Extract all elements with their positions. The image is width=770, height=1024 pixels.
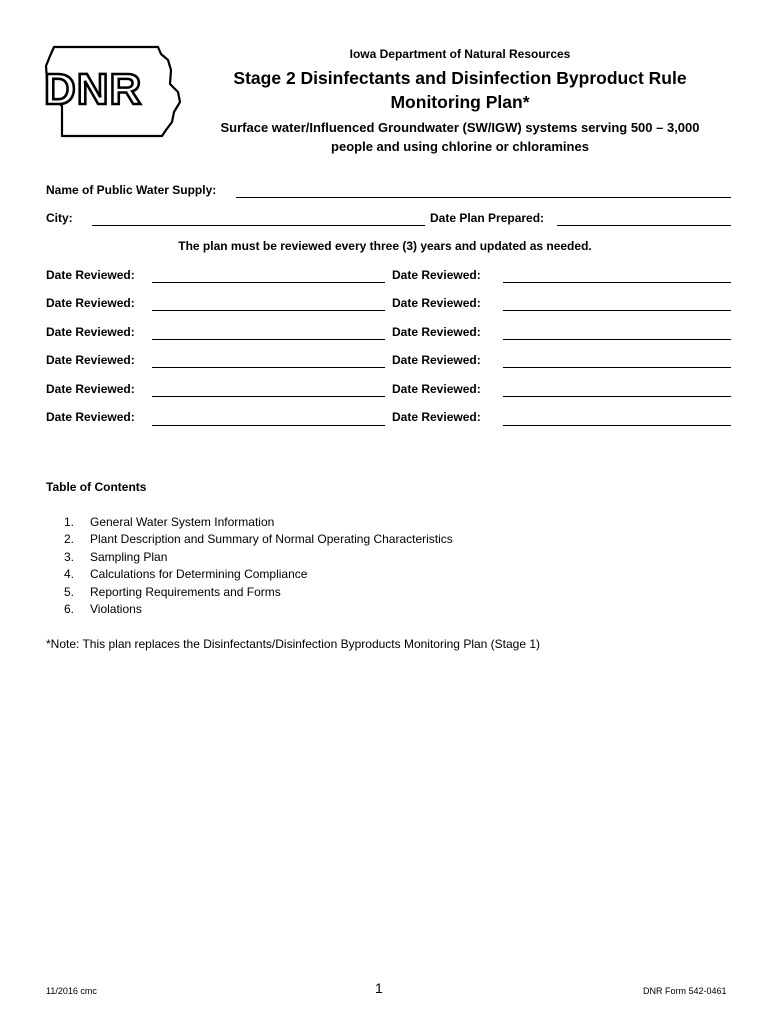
date-reviewed-label: Date Reviewed:: [46, 410, 135, 424]
date-reviewed-field[interactable]: [152, 310, 385, 311]
list-item: 4. Calculations for Determining Compliance: [64, 567, 308, 582]
pws-name-field[interactable]: [236, 197, 731, 198]
date-reviewed-field[interactable]: [503, 282, 731, 283]
city-label: City:: [46, 211, 73, 225]
review-requirement-note: The plan must be reviewed every three (3) years and updated as needed.: [178, 239, 592, 253]
date-reviewed-field[interactable]: [503, 339, 731, 340]
footer-revision: 11/2016 cmc: [46, 986, 97, 996]
date-reviewed-field[interactable]: [503, 425, 731, 426]
iowa-outline-icon: [40, 44, 190, 140]
dnr-logo: [40, 44, 190, 140]
date-prepared-label: Date Plan Prepared:: [430, 211, 545, 225]
date-prepared-field[interactable]: [557, 225, 731, 226]
date-reviewed-label: Date Reviewed:: [46, 353, 135, 367]
date-reviewed-label: Date Reviewed:: [392, 353, 481, 367]
pws-name-label: Name of Public Water Supply:: [46, 183, 217, 197]
date-reviewed-label: Date Reviewed:: [46, 325, 135, 339]
list-item: 2. Plant Description and Summary of Normal Operating Characteristics: [64, 532, 453, 547]
page-number: 1: [375, 980, 383, 996]
date-reviewed-field[interactable]: [152, 396, 385, 397]
date-reviewed-label: Date Reviewed:: [392, 382, 481, 396]
date-reviewed-label: Date Reviewed:: [46, 268, 135, 282]
list-item: 5. Reporting Requirements and Forms: [64, 584, 281, 599]
toc-list: [64, 514, 453, 618]
date-reviewed-label: Date Reviewed:: [46, 296, 135, 310]
page-subtitle: Surface water/Influenced Groundwater (SW/IGW) systems serving 500 – 3,000 people and using chlorine or chloramines: [220, 120, 700, 154]
date-reviewed-label: Date Reviewed:: [392, 325, 481, 339]
date-reviewed-field[interactable]: [152, 367, 385, 368]
date-reviewed-field[interactable]: [503, 310, 731, 311]
date-reviewed-field[interactable]: [152, 425, 385, 426]
city-field[interactable]: [92, 225, 425, 226]
list-item: 1. General Water System Information: [64, 515, 275, 529]
date-reviewed-field[interactable]: [503, 396, 731, 397]
date-reviewed-label: Date Reviewed:: [392, 296, 481, 310]
date-reviewed-field[interactable]: [503, 367, 731, 368]
date-reviewed-field[interactable]: [152, 339, 385, 340]
date-reviewed-field[interactable]: [152, 282, 385, 283]
svg-text:DNR: DNR: [44, 65, 143, 114]
list-item: 3. Sampling Plan: [64, 549, 168, 564]
date-reviewed-label: Date Reviewed:: [392, 410, 481, 424]
list-item: 6. Violations: [64, 602, 142, 617]
date-reviewed-label: Date Reviewed:: [46, 382, 135, 396]
footer-form-number: DNR Form 542-0461: [643, 986, 727, 996]
footnote: *Note: This plan replaces the Disinfectants/Disinfection Byproducts Monitoring Plan (Stage 1): [46, 637, 541, 651]
agency-name: Iowa Department of Natural Resources: [349, 47, 571, 61]
page-title: Stage 2 Disinfectants and Disinfection Byproduct Rule Monitoring Plan*: [233, 68, 687, 112]
toc-heading: Table of Contents: [46, 480, 147, 494]
date-reviewed-label: Date Reviewed:: [392, 268, 481, 282]
